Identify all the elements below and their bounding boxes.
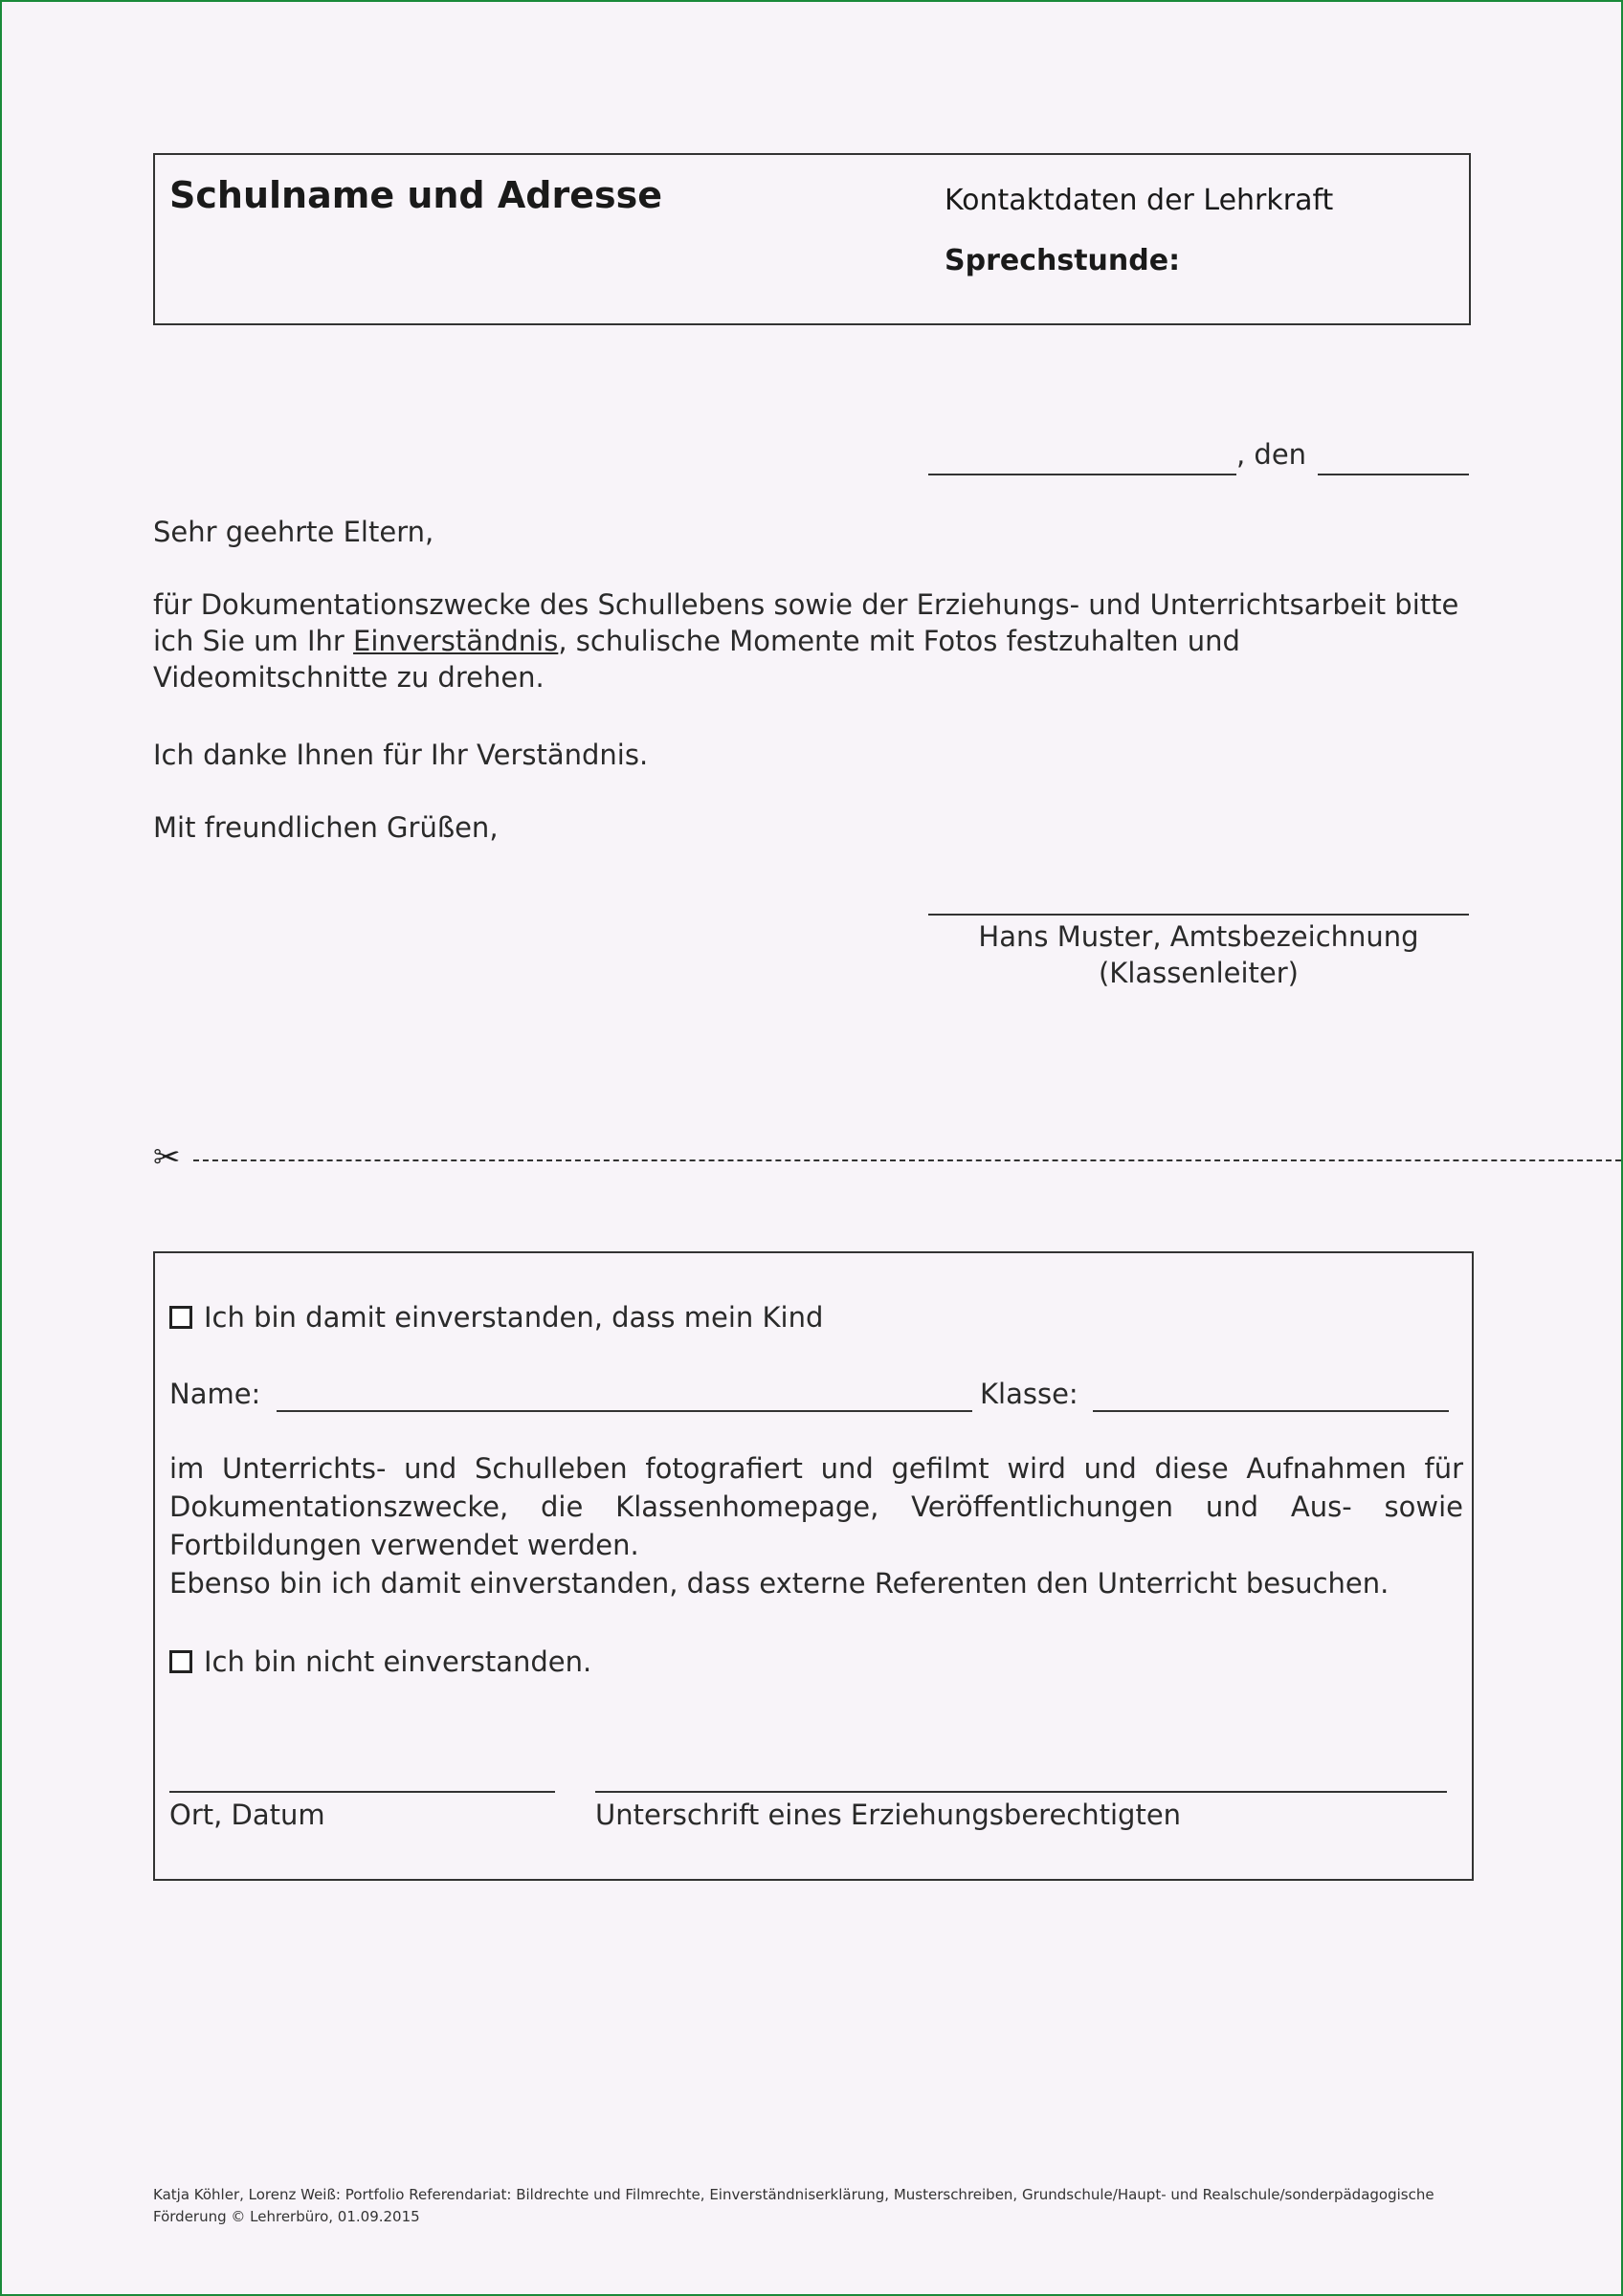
paragraph-text-end: , schulische Momente mit Fotos festzuhalten und Videomitschnitte zu drehen.	[153, 625, 1240, 694]
name-label: Name:	[169, 1378, 261, 1410]
signer-block	[928, 918, 1469, 991]
dashed-separator	[193, 1159, 1621, 1161]
header-box	[153, 153, 1471, 325]
disagree-option[interactable]	[169, 1644, 591, 1680]
scissors-icon: ✂	[153, 1138, 181, 1177]
name-field[interactable]	[277, 1376, 972, 1412]
place-field-line[interactable]	[928, 439, 1236, 475]
teacher-contact: Kontaktdaten der Lehrkraft	[945, 184, 1334, 217]
consent-form-box	[153, 1251, 1474, 1881]
date-field-line[interactable]	[1318, 439, 1469, 475]
guardian-signature-line[interactable]	[595, 1791, 1447, 1793]
consent-text: im Unterrichts- und Schulleben fotografiert und gefilmt wird und diese Aufnahmen für Dokumentationszwecke, die Klassenhomepage, Veröffentlichungen und Aus- sowie Fortbildungen verwendet werden.	[169, 1452, 1463, 1561]
letter-paragraph	[153, 586, 1474, 695]
salutation: Sehr geehrte Eltern,	[153, 516, 434, 548]
signer-role: (Klassenleiter)	[1098, 957, 1299, 989]
place-date-label: Ort, Datum	[169, 1799, 325, 1831]
cut-line	[153, 1138, 1474, 1177]
consent-statement	[169, 1449, 1463, 1602]
guardian-signature-label: Unterschrift eines Erziehungsberechtigten	[595, 1799, 1182, 1831]
agree-label: Ich bin damit einverstanden, dass mein Kind	[204, 1301, 824, 1334]
footer-citation: Katja Köhler, Lorenz Weiß: Portfolio Referendariat: Bildrechte und Filmrechte, Einverständniserklärung, Musterschreiben, Grundschule/Haupt- und Realschule/sonderpädagogische Förderung © Lehrerbüro, 01.09.2015	[153, 2186, 1434, 2225]
consent-text-referents: Ebenso bin ich damit einverstanden, dass externe Referenten den Unterricht besuchen.	[169, 1567, 1390, 1600]
disagree-label: Ich bin nicht einverstanden.	[204, 1645, 592, 1678]
teacher-signature-line	[928, 914, 1469, 916]
class-label: Klasse:	[980, 1378, 1078, 1410]
class-field[interactable]	[1093, 1376, 1449, 1412]
disagree-checkbox[interactable]	[169, 1650, 192, 1673]
school-name: Schulname und Adresse	[169, 174, 662, 216]
agree-option[interactable]	[169, 1299, 823, 1336]
date-connector: , den	[1236, 438, 1307, 471]
place-date-line[interactable]	[169, 1791, 555, 1793]
consent-term: Einverständnis	[353, 625, 559, 657]
paragraph-text-start: für Dokumentationszwecke des Schullebens sowie der Erziehungs- und Unterrichtsarbeit bitte ich Sie um Ihr	[153, 588, 1459, 657]
closing-line: Mit freundlichen Grüßen,	[153, 811, 499, 844]
signer-name: Hans Muster, Amtsbezeichnung	[978, 920, 1419, 953]
agree-checkbox[interactable]	[169, 1306, 192, 1329]
thanks-line: Ich danke Ihnen für Ihr Verständnis.	[153, 739, 649, 771]
office-hours: Sprechstunde:	[945, 244, 1181, 277]
